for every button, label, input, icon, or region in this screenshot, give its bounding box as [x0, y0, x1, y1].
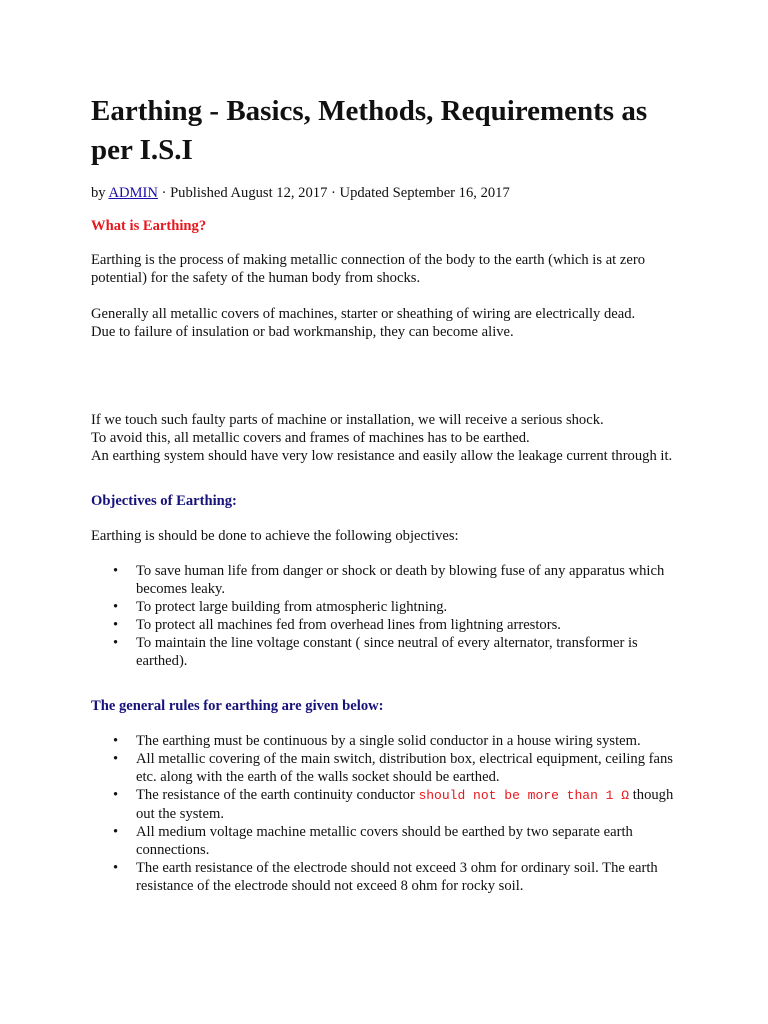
- list-item-text: To maintain the line voltage constant ( since neutral of every alternator, transformer is earthed).: [136, 635, 638, 669]
- bullet-icon: •: [113, 617, 119, 633]
- article-content: [91, 92, 681, 895]
- list-item: [91, 598, 681, 616]
- section-heading-general-rules: The general rules for earthing are given below:: [91, 698, 384, 714]
- meta-dates: · Published August 12, 2017 · Updated September 16, 2017: [161, 185, 510, 201]
- bullet-icon: •: [113, 824, 119, 840]
- bullet-icon: •: [113, 599, 119, 615]
- paragraph-metallic-covers: [91, 305, 681, 341]
- paragraph-line: If we touch such faulty parts of machine or installation, we will receive a serious shock.: [91, 412, 604, 428]
- paragraph-objectives-intro: Earthing is should be done to achieve the following objectives:: [91, 528, 459, 544]
- bullet-icon: •: [113, 860, 119, 876]
- list-item-text: All metallic covering of the main switch, distribution box, electrical equipment, ceiling fans etc. along with the earth of the walls socket should be earthed.: [136, 751, 673, 785]
- list-item-text: The earthing must be continuous by a single solid conductor in a house wiring system.: [136, 733, 641, 749]
- paragraph-line: Due to failure of insulation or bad workmanship, they can become alive.: [91, 324, 514, 340]
- meta-by: by: [91, 185, 106, 201]
- list-item: [91, 823, 681, 859]
- list-item-text: To protect large building from atmospheric lightning.: [136, 599, 448, 615]
- paragraph-line: Generally all metallic covers of machines, starter or sheathing of wiring are electrically dead.: [91, 306, 636, 322]
- paragraph-shock: [91, 411, 681, 465]
- section-heading-what-is-earthing: What is Earthing?: [91, 218, 207, 234]
- rules-list: [91, 732, 681, 895]
- author-link[interactable]: ADMIN: [108, 185, 158, 201]
- list-item-text-after: though out the system.: [136, 787, 674, 822]
- paragraph-line: An earthing system should have very low resistance and easily allow the leakage current through it.: [91, 448, 673, 464]
- section-heading-objectives: Objectives of Earthing:: [91, 493, 237, 509]
- list-item-text: To save human life from danger or shock or death by blowing fuse of any apparatus which becomes leaky.: [136, 563, 665, 597]
- paragraph-definition: Earthing is the process of making metallic connection of the body to the earth (which is at zero potential) for the safety of the human body from shocks.: [91, 252, 645, 286]
- paragraph-line: To avoid this, all metallic covers and frames of machines has to be earthed.: [91, 430, 530, 446]
- bullet-icon: •: [113, 787, 119, 803]
- objectives-list: [91, 562, 681, 670]
- bullet-icon: •: [113, 563, 119, 579]
- list-item: [91, 750, 681, 786]
- list-item: [91, 859, 681, 895]
- list-item: [91, 732, 681, 750]
- list-item-text-before: The resistance of the earth continuity conductor: [136, 787, 419, 803]
- bullet-icon: •: [113, 751, 119, 767]
- list-item-text: All medium voltage machine metallic covers should be earthed by two separate earth connections.: [136, 824, 633, 858]
- highlighted-resistance-limit: should not be more than 1 Ω: [418, 788, 630, 803]
- list-item: [91, 634, 681, 670]
- list-item-text: The earth resistance of the electrode should not exceed 3 ohm for ordinary soil. The earth resistance of the electrode should not exceed 8 ohm for rocky soil.: [136, 860, 658, 894]
- list-item: [91, 616, 681, 634]
- list-item: [91, 562, 681, 598]
- article-title: Earthing - Basics, Methods, Requirements as per I.S.I: [91, 95, 648, 166]
- bullet-icon: •: [113, 635, 119, 651]
- article-meta: [91, 184, 681, 202]
- list-item-text: To protect all machines fed from overhead lines from lightning arrestors.: [136, 617, 561, 633]
- bullet-icon: •: [113, 733, 119, 749]
- list-item: [91, 786, 681, 823]
